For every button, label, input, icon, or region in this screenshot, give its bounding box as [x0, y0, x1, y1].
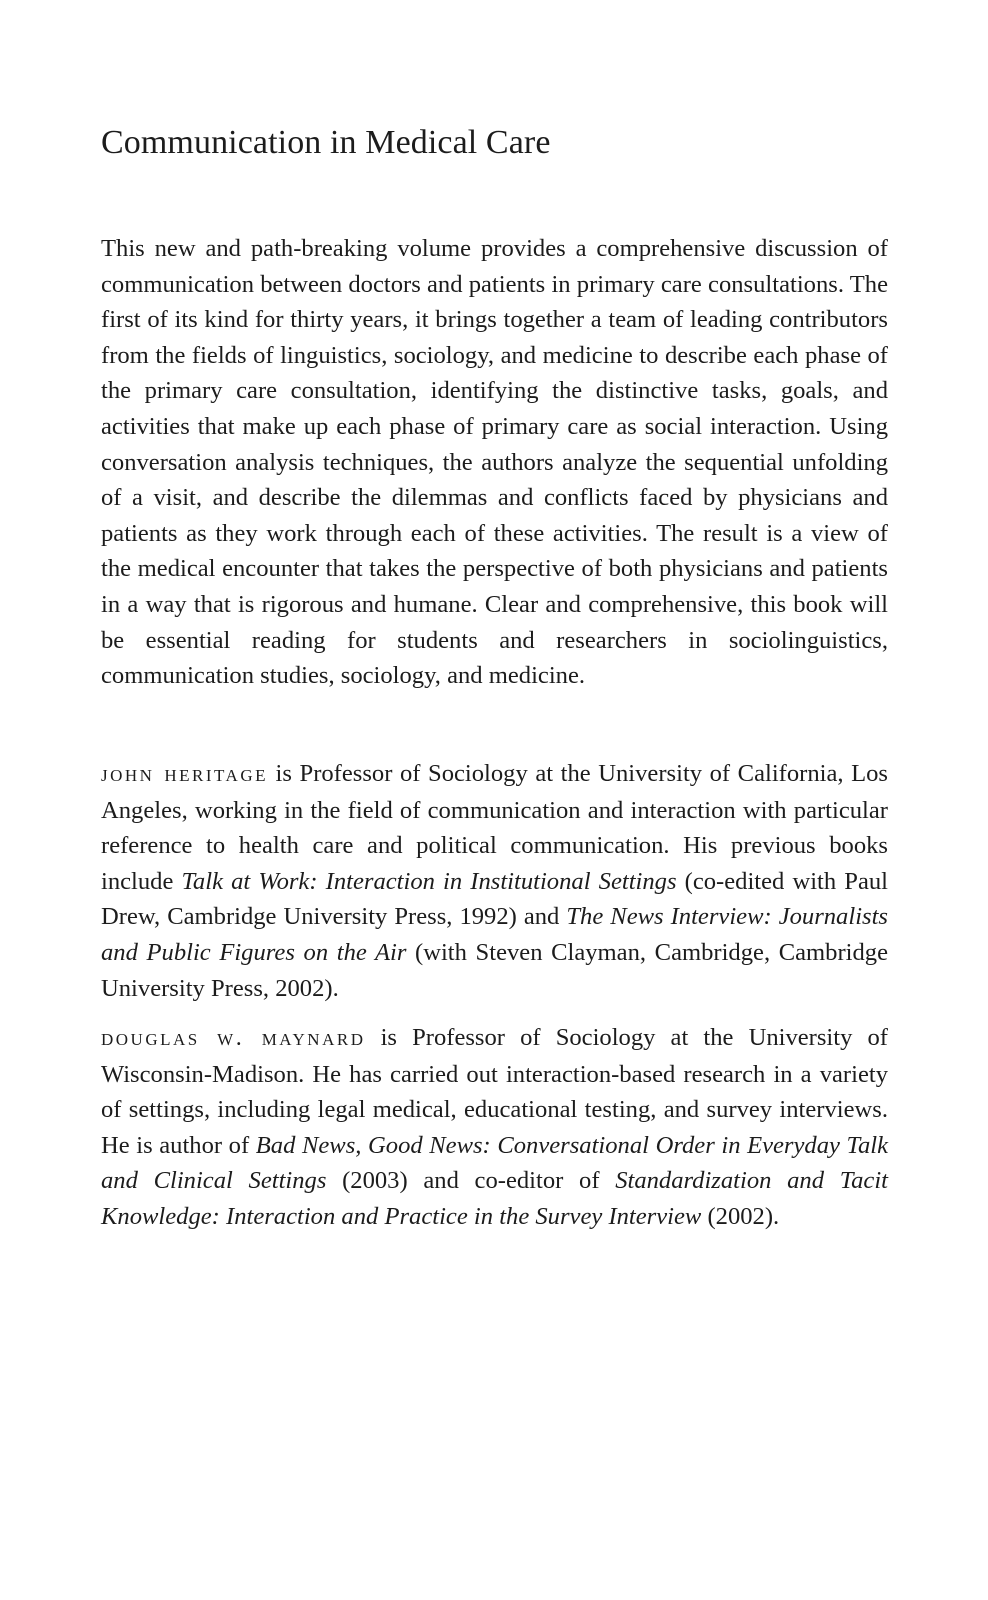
bio-text: (with Steven Clayman, Cambridge, Cambridge University Press, 2002). — [101, 938, 888, 1002]
bio-text: (2002). — [701, 1202, 780, 1230]
bio-text: is Professor of Sociology at the University of California, Los Angeles, working in the field of communication and interaction with particular reference to health care and political communication. His previous books include — [101, 760, 888, 895]
book-title: The News Interview: Journalists and Public Figures on the Air — [101, 903, 888, 966]
bio-text: (2003) and co-editor of — [326, 1167, 616, 1195]
book-title: Standardization and Tacit Knowledge: Interaction and Practice in the Survey Interview — [101, 1167, 889, 1230]
book-title: Talk at Work: Interaction in Institutional Settings — [181, 867, 677, 895]
page-title: Communication in Medical Care — [101, 124, 551, 161]
bio-text: is Professor of Sociology at the University of Wisconsin-Madison. He has carried out interaction-based research in a variety of settings, including legal medical, educational testing, and survey interviews. He is author of — [101, 1024, 888, 1159]
author-name: douglas w. maynard — [101, 1025, 366, 1051]
book-title: Bad News, Good News: Conversational Order in Everyday Talk and Clinical Settings — [101, 1131, 888, 1195]
author-bio-heritage — [101, 756, 888, 1006]
book-description: This new and path-breaking volume provides a comprehensive discussion of communication between doctors and patients in primary care consultations. The first of its kind for thirty years, it brings together a team of leading contributors from the fields of linguistics, sociology, and medicine to describe each phase of the primary care consultation, identifying the distinctive tasks, goals, and activities that make up each phase of primary care as social interaction. Using conversation analysis techniques, the authors analyze the sequential unfolding of a visit, and describe the dilemmas and conflicts faced by physicians and patients as they work through each of these activities. The result is a view of the medical encounter that takes the perspective of both physicians and patients in a way that is rigorous and humane. Clear and comprehensive, this book will be essential reading for students and researchers in sociolinguistics, communication studies, sociology, and medicine. — [101, 235, 888, 690]
bio-text: (co-edited with Paul Drew, Cambridge University Press, 1992) and — [101, 867, 889, 931]
author-bio-maynard — [101, 1020, 888, 1235]
author-name: john heritage — [101, 761, 268, 787]
